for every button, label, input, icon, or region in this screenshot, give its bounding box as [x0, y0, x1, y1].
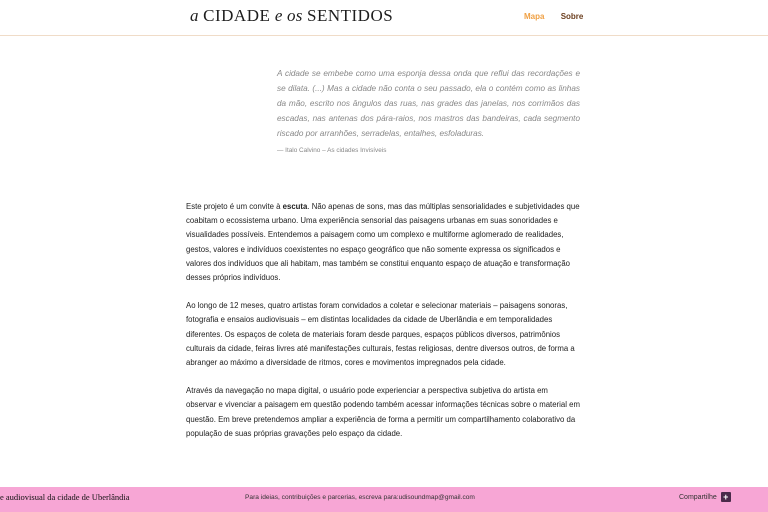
- nav-sobre-link[interactable]: Sobre: [560, 12, 584, 21]
- share-button[interactable]: [679, 492, 731, 502]
- plus-icon: +: [721, 492, 731, 502]
- logo-e-os: e os: [270, 6, 307, 25]
- quote-citation: — Italo Calvino – As cidades Invisíveis: [277, 147, 387, 154]
- logo-sentidos: SENTIDOS: [307, 6, 394, 25]
- logo-a: a: [190, 6, 204, 25]
- calvino-quote: A cidade se embebe como uma esponja dessa onda que reflui das recordações e se dilata. (...) Mas a cidade não conta o seu passado, ela o contém como as linhas da mão, escrito nos ângulos das ruas, nas grades das janelas, nos corrimãos das escadas, nas antenas dos pára-raios, nos mastros das bandeiras, cada segmento riscado por arranhões, serradelas, entalhes, esfoladuras.: [277, 69, 580, 138]
- site-logo[interactable]: [190, 5, 393, 26]
- about-content: [186, 200, 580, 455]
- paragraph-artists: Ao longo de 12 meses, quatro artistas foram convidados a coletar e selecionar materiais – paisagens sonoras, fotografia e ensaios audiovisuais – em distintas localidades da cidade de Uberlândia e em temporalidades diferentes. Os espaços de coleta de materiais foram desde parques, espaços públicos diversos, patrimônios culturais da cidade, feiras livres até manifestações culturais, festas religiosas, dentre diversos outros, de forma a abranger ao máximo a diversidade de ritmos, cores e movimentos impregnados pela cidade.: [186, 301, 575, 368]
- footer-contact-text: Para ideias, contribuições e parcerias, escreva para:udisoundmap@gmail.com: [245, 494, 475, 501]
- footer-marquee-text: e audiovisual da cidade de Uberlândia: [0, 492, 130, 502]
- intro-text-end: . Não apenas de sons, mas das múltiplas sensorialidades e subjetividades que coabitam o ecossistema urbano. Uma experiência sensorial das paisagens urbanas em suas sonoridades e visualidades possíveis. Entendemos a paisagem como um complexo e multiforme aglomerado de realidades, gestos, valores e indivíduos coexistentes no espaço geográfico que não somente expressa os significados e valores dos indivíduos que ali habitam, mas também se constitui enquanto espaço de atuação e transformação desses próprios indivíduos.: [186, 202, 580, 283]
- intro-text-start: Este projeto é um convite à: [186, 202, 283, 211]
- site-header: [0, 0, 768, 36]
- paragraph-navigation: Através da navegação no mapa digital, o usuário pode experienciar a perspectiva subjetiva do artista em observar e vivenciar a paisagem em questão podendo também acessar informações técnicas sobre o material em questão. Em breve pretendemos ampliar a experiência de forma a permitir um compartilhamento colaborativo da população de suas próprias gravações pelo espaço da cidade.: [186, 386, 580, 438]
- paragraph-intro: [186, 200, 580, 285]
- share-label: Compartilhe: [679, 493, 717, 501]
- main-nav: [524, 12, 583, 21]
- nav-mapa-link[interactable]: Mapa: [524, 12, 545, 21]
- logo-cidade: CIDADE: [203, 6, 271, 25]
- site-footer: [0, 487, 768, 512]
- intro-emphasis: escuta: [282, 202, 308, 211]
